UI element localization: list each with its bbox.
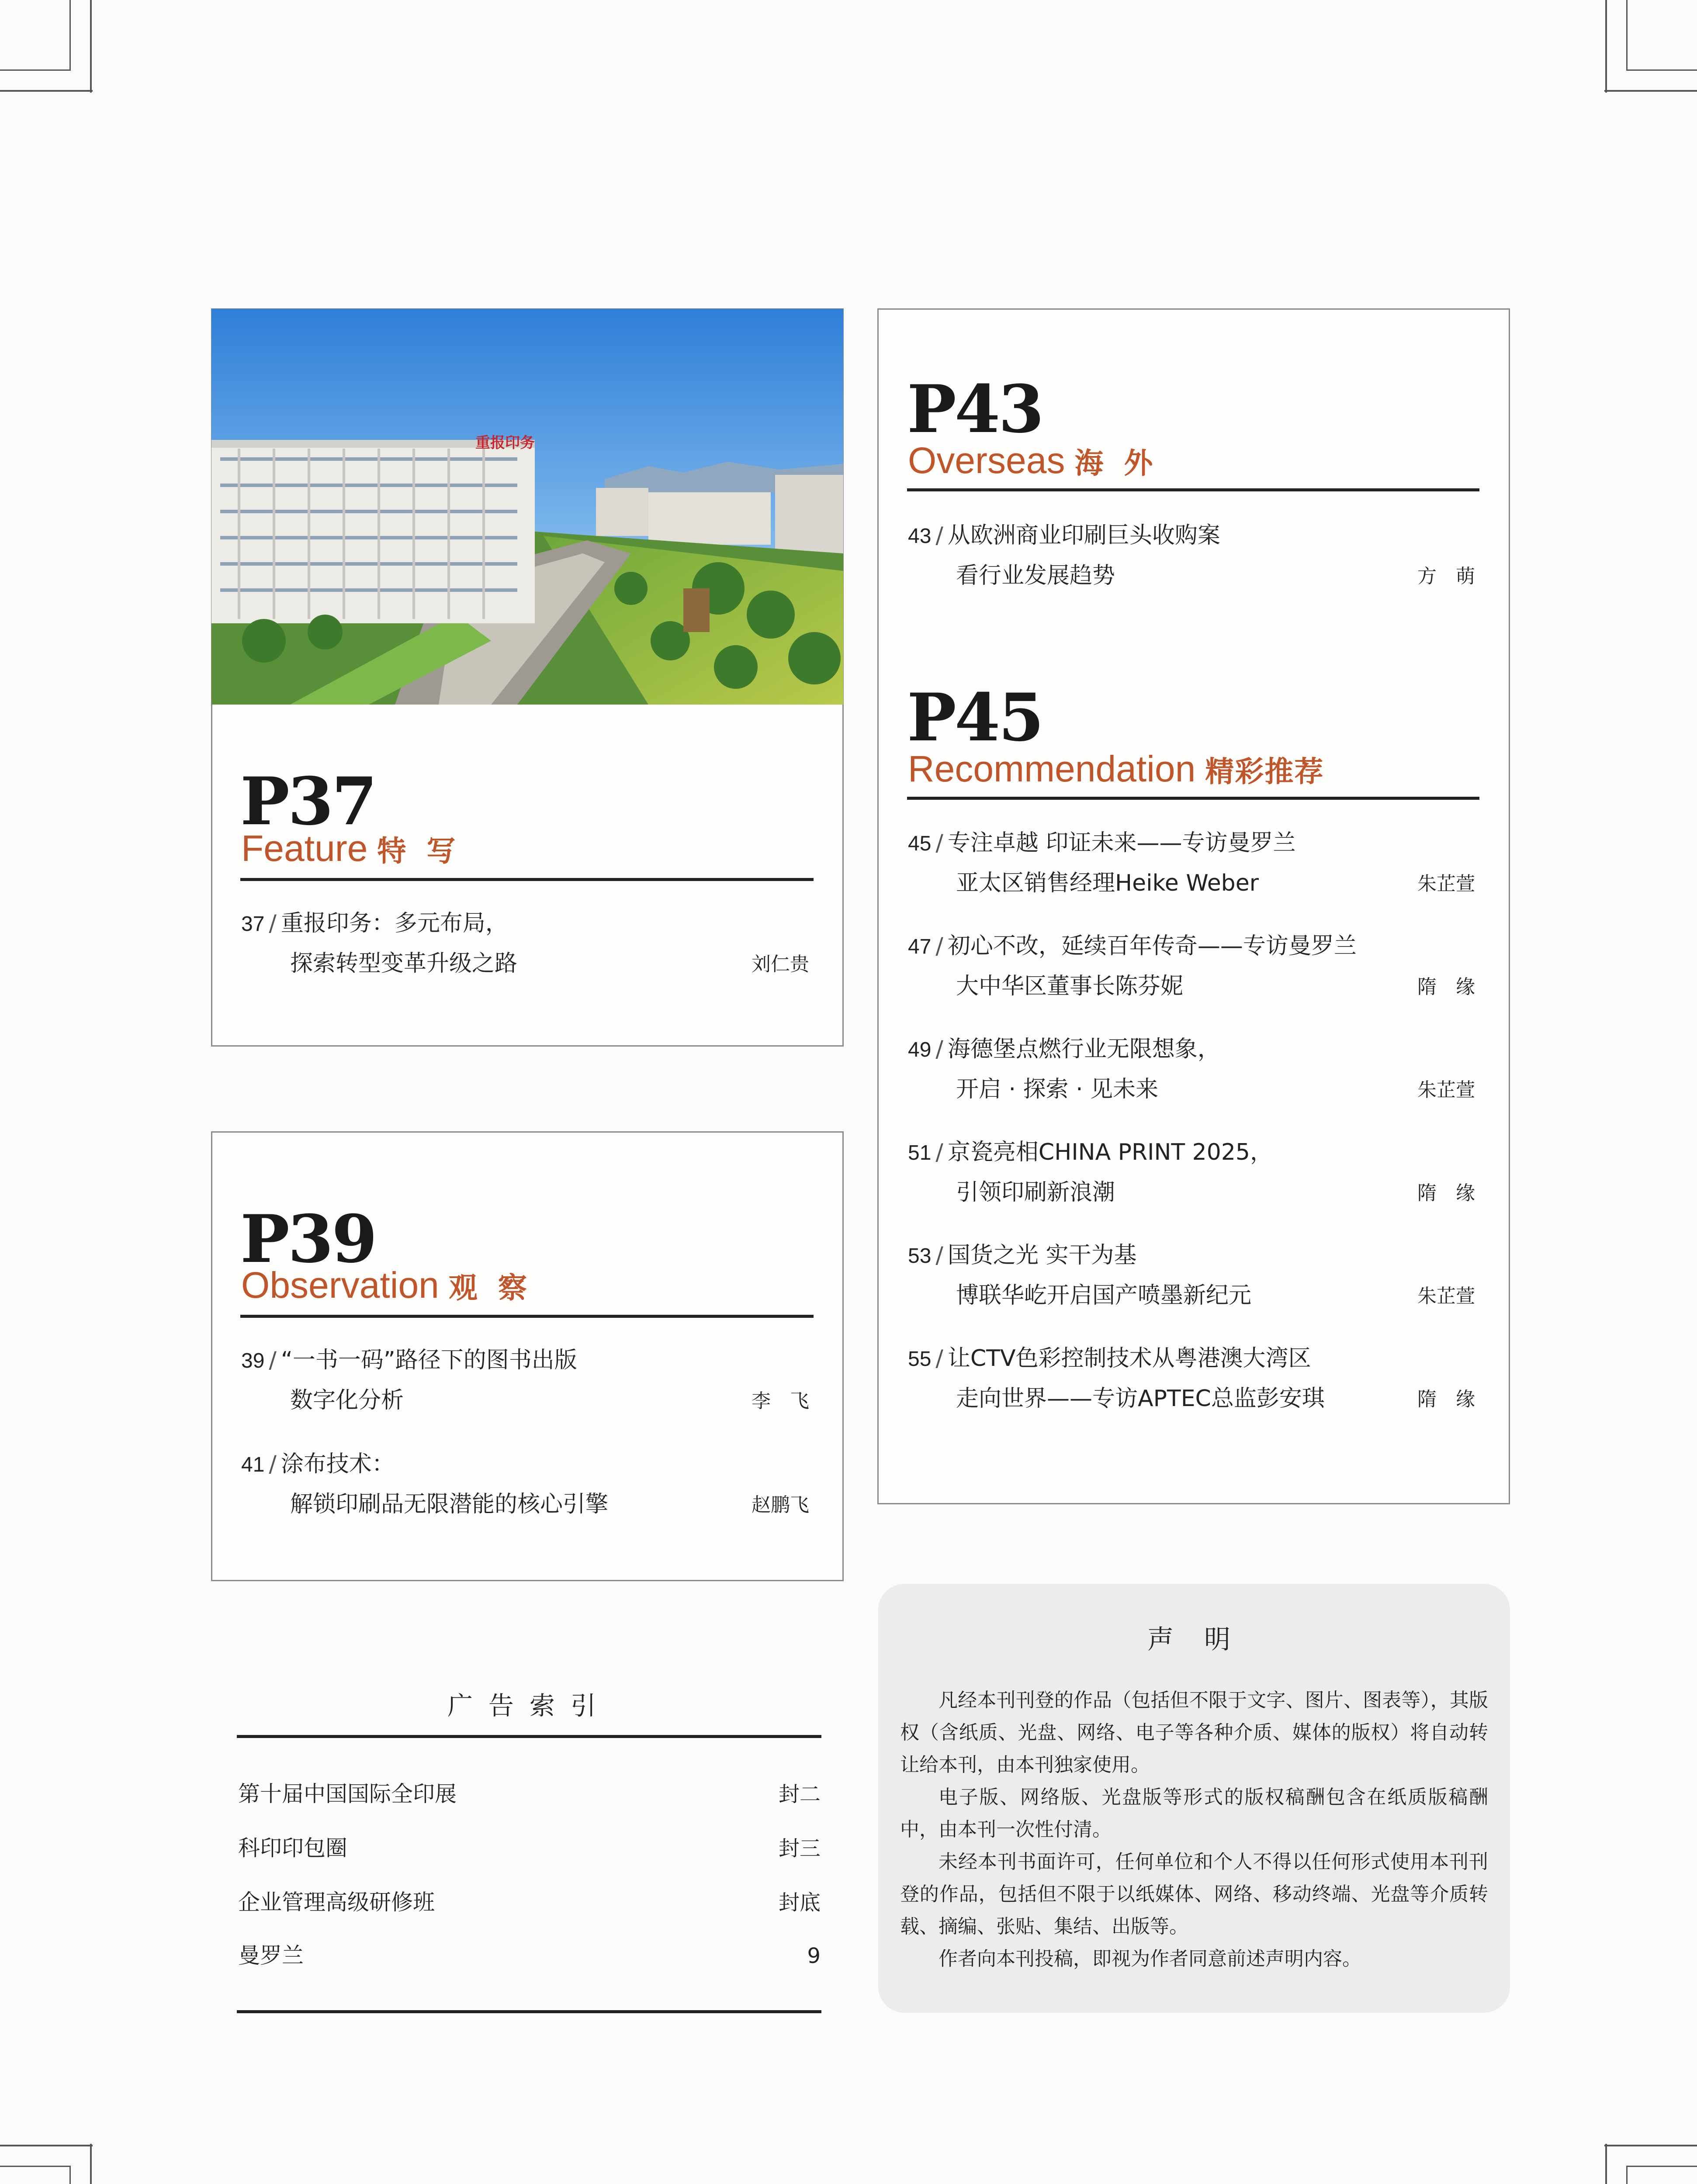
recommendation-title-zh: 精彩推荐 [1205,755,1324,788]
observation-entry-2-author: 赵鹏飞 [752,1494,809,1516]
observation-entry-2-line2: 解锁印刷品无限潜能的核心引擎 [290,1491,609,1517]
entry-page-number: 43 [908,525,932,548]
crop-mark [1626,69,1697,71]
notice-paragraph-1: 凡经本刊刊登的作品（包括但不限于文字、图片、图表等），其版权（含纸质、光盘、网络、电子等各种介质、媒体的版权）将自动转让给本刊，由本刊独家使用。 [900,1689,1488,1776]
recommendation-entry-3-line2: 开启 · 探索 · 见未来 [956,1076,1159,1102]
recommendation-entry-2-line1: 47 / 初心不改，延续百年传奇——专访曼罗兰 [908,933,1357,959]
recommendation-entry-2-author: 隋 缘 [1417,976,1475,998]
ad-index-bottom-rule [237,2010,821,2013]
crop-mark [0,69,71,71]
crop-mark [1626,0,1628,71]
ad-index-top-rule [237,1735,821,1738]
crop-mark [90,0,92,93]
crop-mark [69,2166,71,2184]
feature-title-en: Feature [241,828,368,869]
entry-title: 让CTV色彩控制技术从粤港澳大湾区 [947,1345,1311,1372]
recommendation-section-title [908,750,1324,787]
entry-title: 海德堡点燃行业无限想象， [947,1036,1220,1062]
notice-paragraph-4: 作者向本刊投稿，即视为作者同意前述声明内容。 [939,1948,1361,1970]
ad-index-row-4-page: 9 [807,1944,821,1968]
feature-rule [240,878,814,881]
entry-title: 从欧洲商业印刷巨头收购案 [947,522,1220,549]
entry-page-number: 37 [241,912,265,936]
entry-title: 专注卓越 印证未来——专访曼罗兰 [947,830,1296,856]
observation-title-en: Observation [241,1265,439,1306]
observation-entry-1-author: 李 飞 [752,1390,809,1412]
entry-title: 初心不改，延续百年传奇——专访曼罗兰 [947,933,1357,959]
ad-index-row-1-page: 封二 [778,1782,821,1807]
crop-mark [1605,0,1607,93]
recommendation-entry-1-line2: 亚太区销售经理Heike Weber [956,870,1259,896]
observation-page-label: P39 [240,1201,376,1278]
recommendation-entry-1-author: 朱芷萱 [1417,873,1475,895]
crop-mark [1605,2144,1607,2184]
recommendation-entry-5-author: 朱芷萱 [1417,1285,1475,1307]
recommendation-entry-1-line1: 45 / 专注卓越 印证未来——专访曼罗兰 [908,830,1296,856]
entry-page-number: 45 [908,832,932,855]
feature-page-label: P37 [240,763,376,840]
recommendation-title-en: Recommendation [908,748,1196,789]
overseas-rule [907,488,1479,491]
entry-title: 重报印务：多元布局， [281,910,508,936]
crop-mark [1626,2166,1628,2184]
feature-entry-1-author: 刘仁贵 [752,953,809,975]
recommendation-entry-5-line1: 53 / 国货之光 实干为基 [908,1242,1137,1268]
overseas-title-zh: 海 外 [1074,446,1158,480]
entry-page-number: 49 [908,1038,932,1061]
observation-entry-1-line2: 数字化分析 [290,1387,404,1413]
overseas-recommendation-section [877,308,1510,1504]
recommendation-entry-3-line1: 49 / 海德堡点燃行业无限想象， [908,1036,1220,1062]
crop-mark [90,2144,92,2184]
recommendation-entry-6-author: 隋 缘 [1417,1388,1475,1410]
entry-page-number: 55 [908,1348,932,1371]
recommendation-entry-4-line2: 引领印刷新浪潮 [956,1179,1115,1206]
recommendation-entry-6-line1: 55 / 让CTV色彩控制技术从粤港澳大湾区 [908,1345,1311,1372]
crop-mark [0,2166,71,2167]
campus-illustration [211,309,843,705]
overseas-title-en: Overseas [908,440,1065,481]
crop-mark [1604,2145,1697,2146]
overseas-page-label: P43 [907,371,1042,448]
overseas-entry-1-line1: 43 / 从欧洲商业印刷巨头收购案 [908,522,1220,549]
notice-title: 声明 [1147,1624,1261,1655]
notice-paragraph-2: 电子版、网络版、光盘版等形式的版权稿酬包含在纸质版稿酬中，由本刊一次性付清。 [900,1786,1488,1841]
recommendation-page-label: P45 [907,679,1042,756]
recommendation-entry-2-line2: 大中华区董事长陈芬妮 [956,973,1184,999]
entry-title: 国货之光 实干为基 [947,1242,1137,1268]
recommendation-entry-5-line2: 博联华屹开启国产喷墨新纪元 [956,1282,1252,1309]
observation-entry-2-line1: 41 / 涂布技术： [241,1451,395,1477]
ad-index-row-3-name: 企业管理高级研修班 [238,1890,435,1915]
ad-index-row-2-page: 封三 [778,1836,821,1861]
crop-mark [0,90,93,92]
overseas-entry-1-author: 方 萌 [1417,565,1475,587]
ad-index-title: 广告索引 [447,1691,612,1721]
crop-mark [69,0,71,71]
crop-mark [1604,90,1697,92]
entry-title: “一书一码”路径下的图书出版 [281,1347,577,1373]
recommendation-entry-4-author: 隋 缘 [1417,1182,1475,1204]
ad-index-row-1-name: 第十届中国国际全印展 [238,1781,457,1807]
recommendation-entry-6-line2: 走向世界——专访APTEC总监彭安琪 [956,1386,1325,1412]
observation-section-title [241,1265,532,1306]
crop-mark [1626,2166,1697,2167]
campus-photo [211,309,843,705]
entry-page-number: 47 [908,935,932,958]
entry-page-number: 51 [908,1141,932,1165]
entry-title: 京瓷亮相CHINA PRINT 2025， [947,1139,1273,1165]
feature-entry-1-line1: 37 / 重报印务：多元布局， [241,910,508,936]
observation-title-zh: 观 察 [448,1271,532,1305]
recommendation-entry-3-author: 朱芷萱 [1417,1079,1475,1101]
feature-section-title [241,830,461,867]
entry-page-number: 39 [241,1349,265,1372]
feature-entry-1-line2: 探索转型变革升级之路 [290,950,518,977]
ad-index-row-2-name: 科印印包圈 [238,1835,347,1861]
building-sign: 重报印务 [475,434,535,452]
ad-index-row-3-page: 封底 [778,1890,821,1915]
observation-rule [240,1315,814,1318]
crop-mark [0,2145,93,2146]
overseas-entry-1-line2: 看行业发展趋势 [956,563,1115,589]
observation-entry-1-line1: 39 / “一书一码”路径下的图书出版 [241,1347,577,1373]
ad-index-row-4-name: 曼罗兰 [238,1943,304,1968]
notice-paragraph-3: 未经本刊书面许可，任何单位和个人不得以任何形式使用本刊刊登的作品，包括但不限于以纸媒体、网络、移动终端、光盘等介质转载、摘编、张贴、集结、出版等。 [900,1851,1488,1938]
entry-page-number: 53 [908,1244,932,1268]
entry-title: 涂布技术： [281,1451,395,1477]
recommendation-rule [907,797,1479,800]
entry-page-number: 41 [241,1453,265,1476]
overseas-section-title [908,442,1158,479]
recommendation-entry-4-line1: 51 / 京瓷亮相CHINA PRINT 2025， [908,1139,1273,1165]
feature-title-zh: 特 写 [377,834,461,868]
